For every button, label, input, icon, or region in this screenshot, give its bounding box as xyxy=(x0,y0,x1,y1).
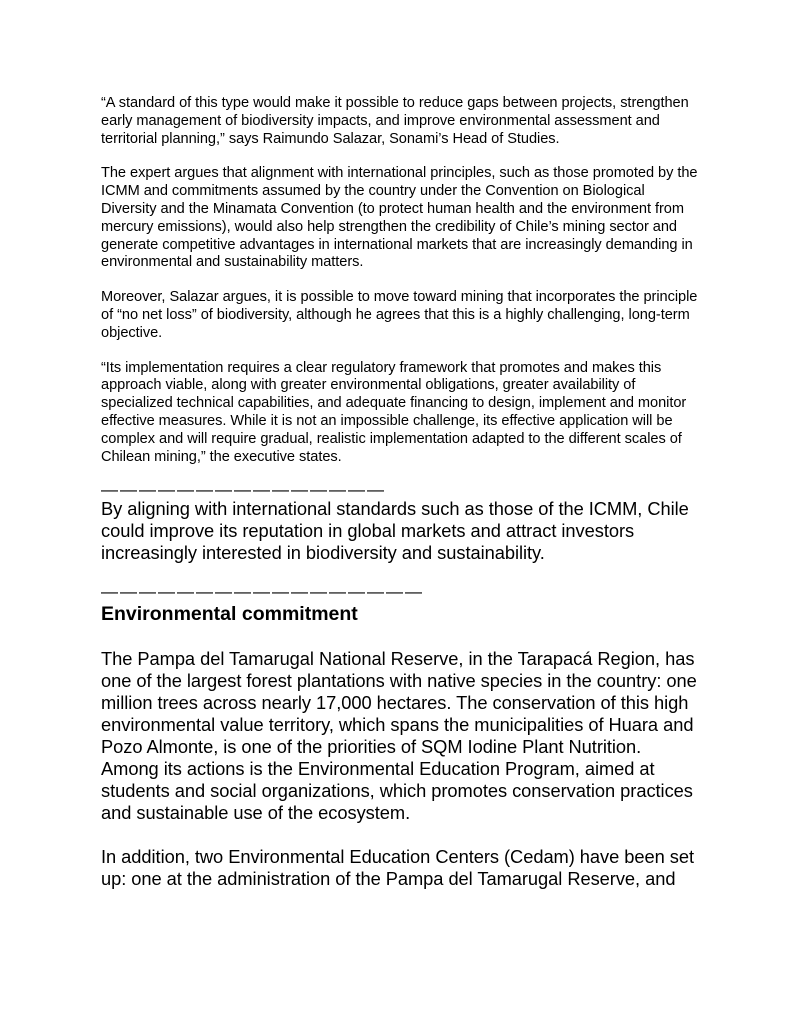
body-paragraph: The Pampa del Tamarugal National Reserve, in the Tarapacá Region, has one of the largest forest plantations with native species in the country: one million trees across nearly 17,000 hectares. The conservation of this high environmental value territory, which spans the municipalities of Huara and Pozo Almonte, is one of the priorities of SQM Iodine Plant Nutrition. Among its actions is the Environmental Education Program, aimed at students and social organizations, which promotes conservation practices and sustainable use of the ecosystem. xyxy=(101,648,697,824)
divider-rule: ——————————————— xyxy=(101,480,386,499)
section-heading: Environmental commitment xyxy=(101,603,358,626)
divider-rule: ————————————————— xyxy=(101,582,424,601)
quote-paragraph: “Its implementation requires a clear regulatory framework that promotes and makes this approach viable, along with greater environmental obligations, greater availability of specialized technical capabilities, and adequate financing to design, implement and monitor effective measures. While it is not an impossible challenge, its effective application will be complex and will require gradual, realistic implementation adapted to the different scales of Chilean mining,” the executive states. xyxy=(101,359,687,465)
body-paragraph: The expert argues that alignment with international principles, such as those promoted by the ICMM and commitments assumed by the country under the Convention on Biological Diversity and the Minamata Convention (to protect human health and the environment from mercury emissions), would also help strengthen the credibility of Chile’s mining sector and generate competitive advantages in international markets that are increasingly demanding in environmental and sustainability matters. xyxy=(101,165,698,271)
body-paragraph: Moreover, Salazar argues, it is possible to move toward mining that incorporates the principle of “no net loss” of biodiversity, although he agrees that this is a highly challenging, long-term objective. xyxy=(101,289,698,341)
pull-quote: By aligning with international standards such as those of the ICMM, Chile could improve its reputation in global markets and attract investors increasingly interested in biodiversity and sustainability. xyxy=(101,498,689,564)
quote-paragraph: “A standard of this type would make it possible to reduce gaps between projects, strengthen early management of biodiversity impacts, and improve environmental assessment and territorial planning,” says Raimundo Salazar, Sonami’s Head of Studies. xyxy=(101,95,689,147)
document-page xyxy=(101,95,701,890)
body-paragraph: In addition, two Environmental Education Centers (Cedam) have been set up: one at the administration of the Pampa del Tamarugal Reserve, and xyxy=(101,846,695,890)
